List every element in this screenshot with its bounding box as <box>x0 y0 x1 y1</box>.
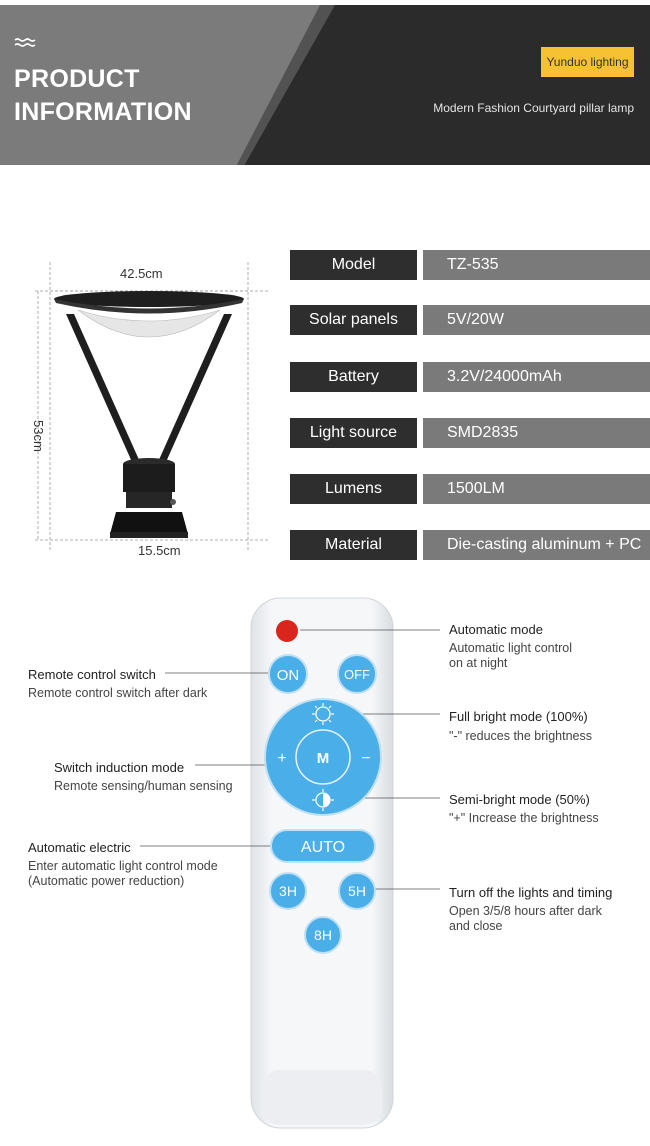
spec-label: Model <box>290 250 417 280</box>
annotation-automatic-mode-desc: Automatic light control <box>449 641 572 655</box>
svg-text:3H: 3H <box>279 883 297 899</box>
brand-badge: Yunduo lighting <box>541 47 634 77</box>
remote-bottom-panel <box>262 1070 382 1125</box>
spec-label: Solar panels <box>290 305 417 335</box>
annotation-switch-induction-title: Switch induction mode <box>54 760 185 775</box>
spec-value: 1500LM <box>423 474 650 504</box>
annotation-remote-switch-desc: Remote control switch after dark <box>28 686 208 700</box>
svg-text:−: − <box>361 750 371 767</box>
svg-text:8H: 8H <box>314 927 332 943</box>
off-button[interactable] <box>338 655 376 693</box>
timer-5h-button[interactable] <box>339 873 375 909</box>
spec-row-lumens <box>290 474 650 504</box>
spec-label: Material <box>290 530 417 560</box>
spec-row-battery <box>290 362 650 392</box>
annotation-timing-title: Turn off the lights and timing <box>449 885 613 900</box>
page-title <box>14 63 192 129</box>
annotation-full-bright-desc: "-" reduces the brightness <box>449 729 592 743</box>
spec-row-light-source <box>290 418 650 448</box>
spec-value: SMD2835 <box>423 418 650 448</box>
svg-text:5H: 5H <box>348 883 366 899</box>
spec-row-solar-panels <box>290 305 650 335</box>
annotation-switch-induction-desc: Remote sensing/human sensing <box>54 779 233 793</box>
spec-value: TZ-535 <box>423 250 650 280</box>
spec-row-material <box>290 530 650 560</box>
mode-button[interactable] <box>317 750 330 767</box>
annotation-semi-bright-desc: "+" Increase the brightness <box>449 811 599 825</box>
timer-8h-button[interactable] <box>305 917 341 953</box>
timer-3h-button[interactable] <box>270 873 306 909</box>
svg-text:M: M <box>316 750 330 767</box>
annotation-automatic-mode-title: Automatic mode <box>449 622 543 637</box>
on-button[interactable] <box>269 655 307 693</box>
svg-text:+: + <box>277 750 287 767</box>
annotation-timing-desc: Open 3/5/8 hours after dark <box>449 904 602 918</box>
svg-text:AUTO: AUTO <box>300 839 346 856</box>
spec-value: 3.2V/24000mAh <box>423 362 650 392</box>
dimension-width: 42.5cm <box>120 266 163 281</box>
annotation-full-bright-title: Full bright mode (100%) <box>449 709 588 724</box>
dimension-height: 53cm <box>31 420 46 452</box>
waves-icon <box>14 37 36 49</box>
pillar-lamp-illustration <box>30 262 275 562</box>
annotation-semi-bright-title: Semi-bright mode (50%) <box>449 792 590 807</box>
minus-button[interactable] <box>361 750 370 767</box>
annotation-auto-electric-desc: Enter automatic light control mode <box>28 859 218 873</box>
annotation-auto-electric-desc2: (Automatic power reduction) <box>28 874 185 888</box>
dimension-base: 15.5cm <box>138 543 181 558</box>
annotation-timing-desc2: and close <box>449 919 503 933</box>
lamp-diagram <box>30 262 275 562</box>
spec-label: Battery <box>290 362 417 392</box>
auto-button[interactable] <box>271 830 375 862</box>
spec-label: Light source <box>290 418 417 448</box>
spec-value: 5V/20W <box>423 305 650 335</box>
header-subtitle: Modern Fashion Courtyard pillar lamp <box>433 101 634 115</box>
spec-value: Die-casting aluminum + PC <box>423 530 650 560</box>
annotation-remote-switch-title: Remote control switch <box>28 667 156 682</box>
header-banner <box>0 5 650 165</box>
plus-button[interactable] <box>277 750 286 767</box>
svg-text:ON: ON <box>276 667 300 684</box>
annotation-auto-electric-title: Automatic electric <box>28 840 131 855</box>
spec-row-model <box>290 250 650 280</box>
spec-label: Lumens <box>290 474 417 504</box>
svg-text:OFF: OFF <box>344 667 370 682</box>
annotation-automatic-mode-desc2: on at night <box>449 656 508 670</box>
indicator-light-icon <box>276 620 298 642</box>
title-line-1: PRODUCT <box>14 65 140 93</box>
title-line-2: INFORMATION <box>14 98 192 126</box>
